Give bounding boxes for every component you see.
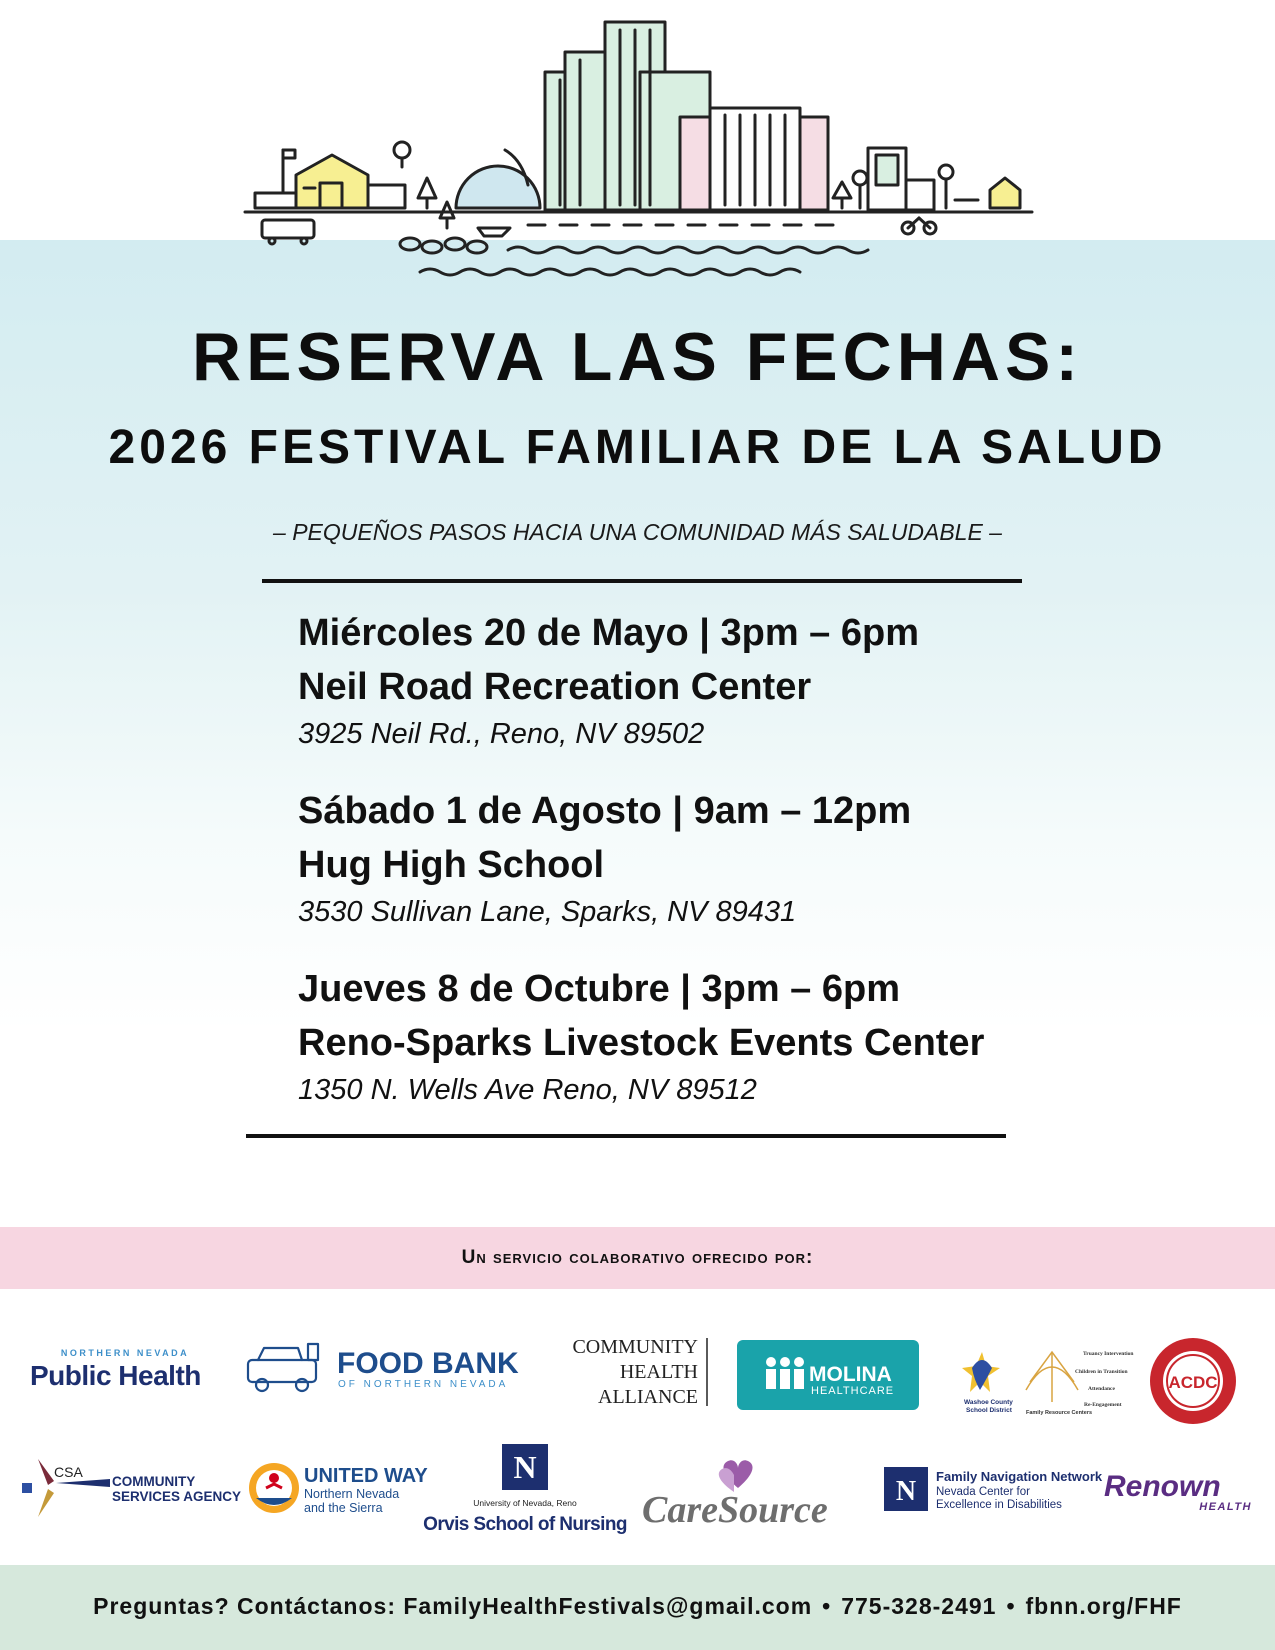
contact-footer — [0, 1565, 1275, 1650]
united-way-hand-icon — [249, 1463, 299, 1513]
divider-top — [262, 579, 1022, 583]
public-health-logo-top: NORTHERN NEVADA — [60, 1348, 190, 1358]
renown-health-logo — [1102, 1466, 1257, 1514]
renown-logo-main: Renown — [1104, 1470, 1221, 1503]
event-subtitle: 2026 FESTIVAL FAMILIAR DE LA SALUD — [108, 421, 1167, 474]
public-health-logo-main: Public Health — [30, 1360, 201, 1391]
event-block — [298, 962, 1098, 1110]
city-skyline-illustration — [0, 0, 1275, 300]
page-title: RESERVA LAS FECHAS: — [192, 319, 1083, 395]
event-venue: Neil Road Recreation Center — [298, 666, 812, 708]
united-way-logo-line1: Northern Nevada — [304, 1487, 400, 1501]
orvis-logo-main: Orvis School of Nursing — [423, 1514, 627, 1535]
cha-logo-line1: COMMUNITY — [572, 1336, 698, 1358]
fnn-logo-line1: Family Navigation Network — [936, 1469, 1103, 1484]
event-date: Sábado 1 de Agosto | 9am – 12pm — [298, 790, 912, 832]
cha-logo-line3: ALLIANCE — [598, 1386, 698, 1408]
event-venue: Hug High School — [298, 844, 605, 886]
fnn-logo-line3: Excellence in Disabilities — [936, 1499, 1062, 1511]
csa-logo-line2: SERVICES AGENCY — [112, 1489, 242, 1504]
wcsd-family-resource-centers-logo — [960, 1340, 1140, 1420]
frc-item: Attendance — [1088, 1386, 1115, 1392]
wcsd-star-icon — [962, 1352, 1000, 1392]
event-venue: Reno-Sparks Livestock Events Center — [298, 1022, 985, 1064]
caresource-logo — [640, 1458, 865, 1530]
svg-text:N: N — [895, 1476, 917, 1507]
family-navigation-network-logo — [884, 1465, 1103, 1515]
frc-item: Re-Engagement — [1084, 1402, 1122, 1408]
united-way-logo-line2: and the Sierra — [304, 1501, 383, 1515]
contact-phone: 775-328-2491 — [841, 1593, 997, 1619]
csa-logo-abbr: CSA — [54, 1464, 83, 1480]
event-date: Miércoles 20 de Mayo | 3pm – 6pm — [298, 612, 919, 654]
contact-questions: Preguntas? Contáctanos: FamilyHealthFestivals@gmail.com — [93, 1593, 813, 1619]
heart-icon — [719, 1460, 753, 1492]
separator-bullet: • — [822, 1593, 832, 1619]
public-health-logo — [28, 1345, 223, 1395]
partners-heading: Un servicio colaborativo ofrecido por: — [0, 1227, 1275, 1289]
orvis-school-of-nursing-logo — [423, 1442, 627, 1540]
cha-logo-line2: HEALTH — [619, 1361, 698, 1383]
orvis-logo-university: University of Nevada, Reno — [473, 1498, 577, 1508]
frc-label: Family Resource Centers — [1026, 1410, 1093, 1416]
divider-bottom — [246, 1134, 1006, 1138]
caresource-logo-main: CareSource — [642, 1489, 828, 1531]
event-block — [298, 784, 1098, 932]
food-bank-logo — [242, 1340, 527, 1395]
tagline: – PEQUEÑOS PASOS HACIA UNA COMUNIDAD MÁS SALUDABLE – — [273, 519, 1002, 545]
contact-website: fbnn.org/FHF — [1025, 1593, 1182, 1619]
united-way-logo — [248, 1458, 428, 1518]
molina-healthcare-logo — [737, 1340, 919, 1410]
acdc-logo — [1148, 1336, 1238, 1426]
acdc-logo-main: ACDC — [1168, 1373, 1218, 1392]
food-bank-logo-sub: OF NORTHERN NEVADA — [338, 1379, 509, 1390]
event-block — [298, 606, 1098, 754]
people-icon — [766, 1357, 804, 1389]
frc-item: Children in Transition — [1075, 1369, 1128, 1375]
molina-logo-main: MOLINA — [809, 1363, 892, 1386]
svg-text:N: N — [513, 1449, 537, 1485]
wcsd-line2: School District — [966, 1407, 1012, 1414]
community-services-agency-logo — [20, 1455, 242, 1520]
united-way-logo-main: UNITED WAY — [304, 1465, 428, 1487]
renown-logo-sub: HEALTH — [1199, 1501, 1252, 1513]
wcsd-line1: Washoe County — [964, 1399, 1013, 1406]
fnn-logo-line2: Nevada Center for — [936, 1486, 1030, 1498]
event-address: 3925 Neil Rd., Reno, NV 89502 — [298, 718, 705, 750]
csa-logo-line1: COMMUNITY — [112, 1474, 196, 1489]
event-date: Jueves 8 de Octubre | 3pm – 6pm — [298, 968, 900, 1010]
frc-item: Truancy Intervention — [1083, 1351, 1134, 1357]
food-bank-logo-main: FOOD BANK — [337, 1347, 519, 1380]
truck-icon — [248, 1344, 318, 1391]
event-address: 1350 N. Wells Ave Reno, NV 89512 — [298, 1074, 757, 1106]
molina-logo-sub: HEALTHCARE — [811, 1385, 895, 1397]
umbrella-icon — [1026, 1352, 1078, 1402]
event-address: 3530 Sullivan Lane, Sparks, NV 89431 — [298, 896, 797, 928]
community-health-alliance-logo — [560, 1332, 715, 1412]
separator-bullet: • — [1006, 1593, 1016, 1619]
